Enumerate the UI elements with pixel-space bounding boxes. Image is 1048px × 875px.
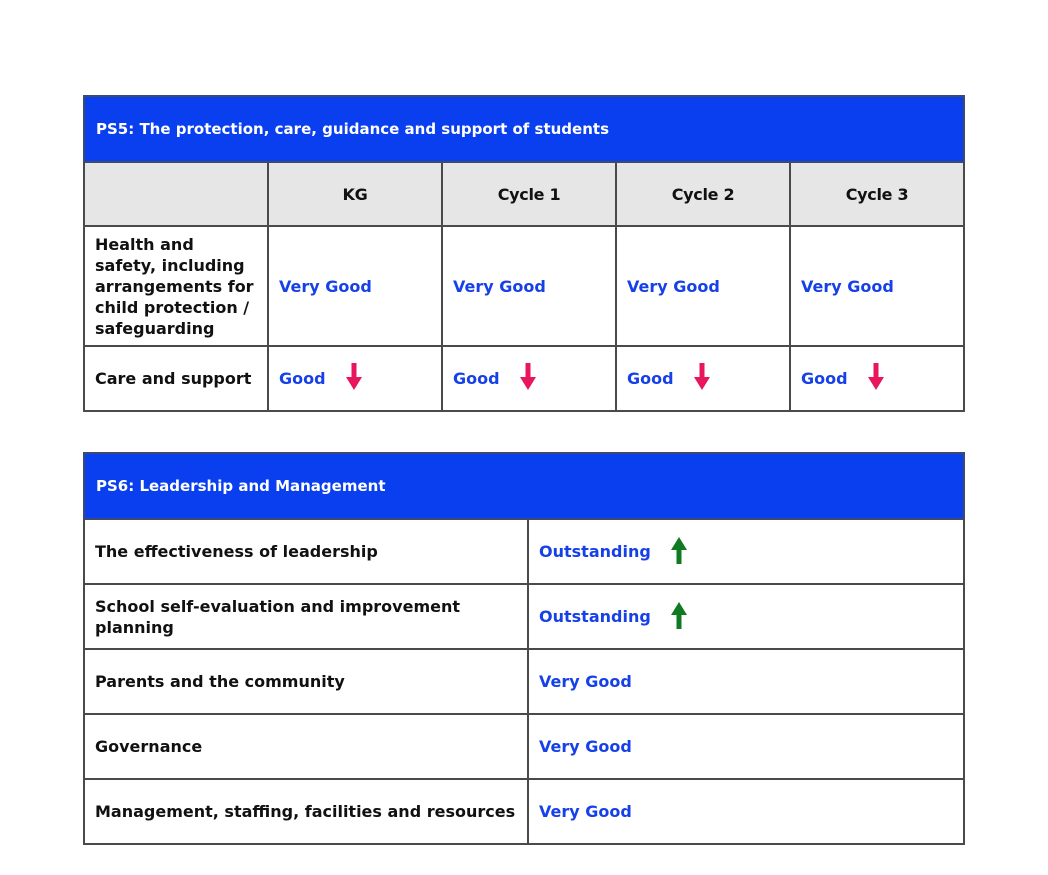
- rating-cell: [528, 779, 964, 844]
- rating-cell: [268, 226, 442, 346]
- rating-value: Very Good: [279, 276, 372, 296]
- rating-cell: [616, 226, 790, 346]
- rating-value: Very Good: [539, 802, 632, 821]
- corner-cell: [84, 162, 268, 226]
- rating-value: Very Good: [539, 672, 632, 691]
- row-label: Parents and the community: [84, 649, 528, 714]
- row-label: Care and support: [84, 346, 268, 411]
- rating-value: Outstanding: [539, 542, 651, 561]
- table-row: [84, 226, 964, 346]
- rating-value: Very Good: [453, 276, 546, 296]
- column-header-cycle-3: Cycle 3: [790, 162, 964, 226]
- rating-cell: [528, 714, 964, 779]
- rating-cell: [616, 346, 790, 411]
- table-row: [84, 346, 964, 411]
- rating-cell: [528, 584, 964, 649]
- rating-cell: [268, 346, 442, 411]
- rating-cell: [528, 649, 964, 714]
- rating-cell: [442, 346, 616, 411]
- down-arrow-icon: [694, 363, 710, 395]
- rating-cell: [790, 226, 964, 346]
- up-arrow-icon: [671, 536, 687, 568]
- table-row: [84, 779, 964, 844]
- rating-cell: [790, 346, 964, 411]
- ps5-table: [83, 95, 965, 412]
- row-label: Health and safety, including arrangements for child protection / safeguarding: [84, 226, 268, 346]
- ps6-title: PS6: Leadership and Management: [84, 453, 964, 519]
- table-row: [84, 714, 964, 779]
- column-header-cycle-2: Cycle 2: [616, 162, 790, 226]
- row-label: The effectiveness of leadership: [84, 519, 528, 584]
- up-arrow-icon: [671, 601, 687, 633]
- down-arrow-icon: [346, 363, 362, 395]
- rating-value: Outstanding: [539, 607, 651, 626]
- rating-cell: [528, 519, 964, 584]
- rating-value: Good: [801, 369, 848, 388]
- rating-value: Very Good: [627, 276, 720, 296]
- down-arrow-icon: [868, 363, 884, 395]
- row-label: Governance: [84, 714, 528, 779]
- rating-value: Good: [453, 369, 500, 388]
- row-label: School self-evaluation and improvement planning: [84, 584, 528, 649]
- column-header-kg: KG: [268, 162, 442, 226]
- rating-value: Good: [279, 369, 326, 388]
- rating-value: Very Good: [801, 276, 894, 296]
- column-header-cycle-1: Cycle 1: [442, 162, 616, 226]
- ps5-title: PS5: The protection, care, guidance and support of students: [84, 96, 964, 162]
- rating-value: Very Good: [539, 737, 632, 756]
- table-row: [84, 584, 964, 649]
- table-row: [84, 519, 964, 584]
- rating-cell: [442, 226, 616, 346]
- table-row: [84, 649, 964, 714]
- rating-value: Good: [627, 369, 674, 388]
- down-arrow-icon: [520, 363, 536, 395]
- ps6-table: [83, 452, 965, 845]
- row-label: Management, staffing, facilities and resources: [84, 779, 528, 844]
